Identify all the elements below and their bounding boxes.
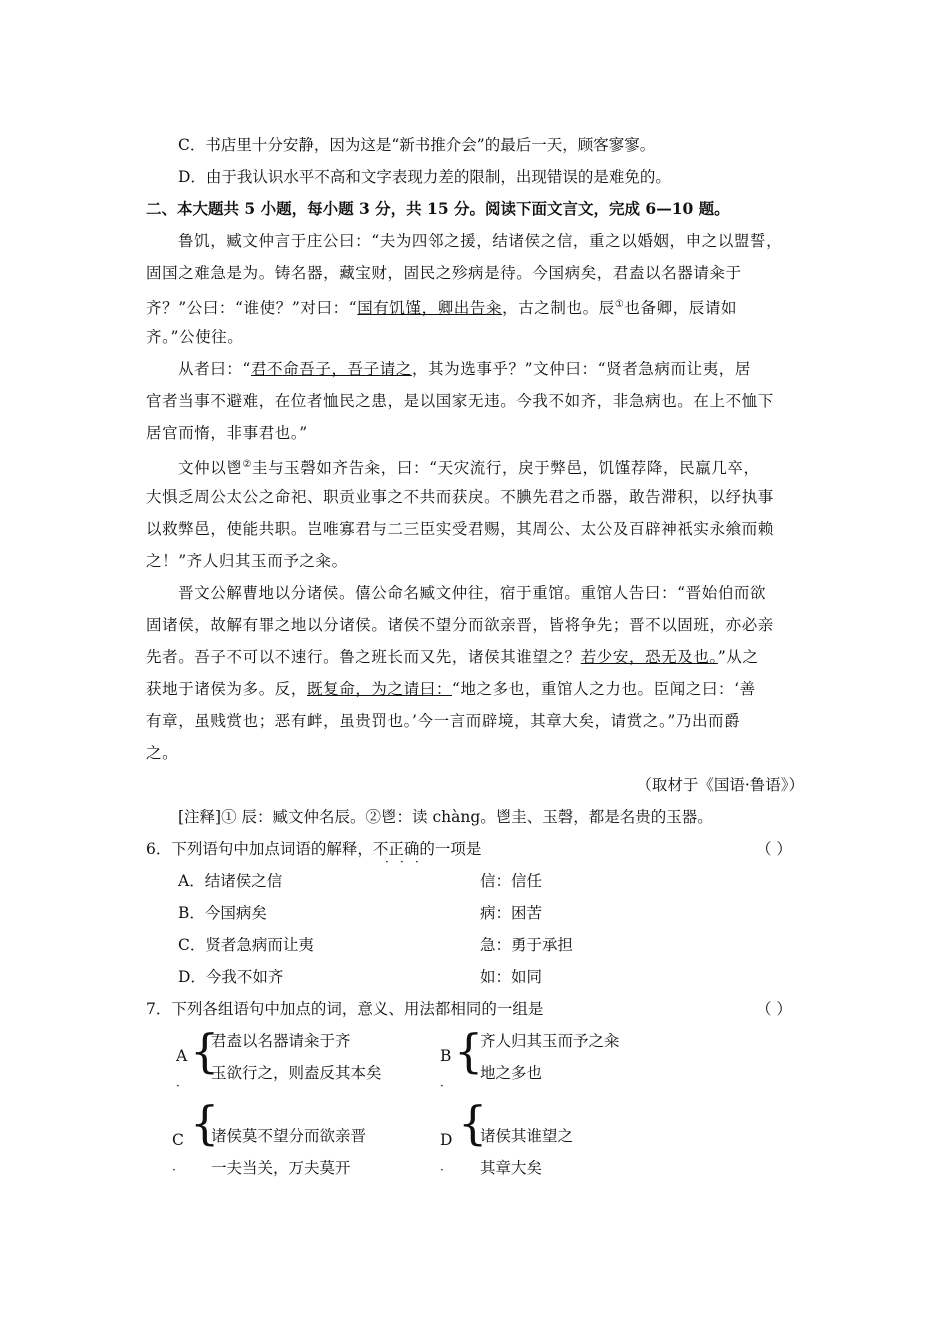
- underlined-phrase: 既复命，为之请曰：: [307, 680, 452, 698]
- passage-text: 获地于诸侯为多。反，: [146, 680, 308, 698]
- q6-gloss-c: 急：勇于承担: [480, 936, 574, 954]
- q7-group-c-sentence1: 诸侯莫不望分而欲亲晋: [211, 1127, 367, 1145]
- q7-group-a-sentence2: 玉欲行之，则盍反其本矣: [211, 1064, 382, 1082]
- passage-text: 齐？”公曰：“谁使？”对曰：“: [146, 299, 358, 318]
- emphasis-dot-icon: ·: [440, 1163, 444, 1177]
- left-brace-icon: {: [458, 1096, 488, 1150]
- passage-text: “地之多也，重馆人之力也。臣闻之曰：‘善: [451, 680, 756, 698]
- q7-answer-paren[interactable]: （ ）: [756, 1000, 792, 1018]
- passage-p3-line3: 以救弊邑，使能共职。岂唯寡君与二三臣实受君赐，其周公、太公及百辟神祇实永飨而赖: [146, 520, 774, 538]
- left-brace-icon: {: [190, 1024, 220, 1078]
- q7-group-a-sentence1: 君盍以名器请籴于齐: [211, 1032, 351, 1050]
- passage-p4-line6: 之。: [146, 744, 179, 762]
- passage-p1-line2: 固国之难急是为。铸名器，藏宝财，固民之殄病是待。今国病矣，君盍以名器请籴于: [146, 264, 742, 282]
- passage-text: ”从之: [717, 648, 759, 666]
- passage-text: 圭与玉磬如齐告籴，曰：“天灾流行，戾于弊邑，饥馑荐降，民羸几卒，: [251, 459, 760, 478]
- emphasis-dot-icon: ·: [385, 855, 389, 869]
- passage-text: ，古之制也。辰: [502, 299, 615, 318]
- passage-text: ，其为选事乎？”文仲曰：“贤者急病而让夷，居: [411, 360, 752, 378]
- q6-answer-paren[interactable]: （ ）: [756, 840, 792, 858]
- q7-stem: 7．下列各组语句中加点的词，意义、用法都相同的一组是: [146, 1000, 544, 1018]
- left-brace-icon: {: [454, 1024, 484, 1078]
- q7-group-c-sentence2: 一夫当关，万夫莫开: [211, 1159, 351, 1177]
- passage-source: （取材于《国语·鲁语》）: [636, 776, 804, 794]
- q7-group-b-letter: B: [440, 1047, 452, 1065]
- q6-gloss-d: 如：如同: [480, 968, 543, 986]
- q6-stem: 6．下列语句中加点词语的解释，不正确的一项是: [146, 840, 482, 858]
- q6-option-d: D．今我不如齐: [178, 968, 284, 986]
- passage-text: 也备卿，辰请如: [624, 299, 738, 318]
- q7-group-d-sentence2: 其章大矣: [480, 1159, 543, 1177]
- passage-p4-line3: [146, 647, 759, 667]
- emphasis-dot-icon: ·: [172, 1163, 176, 1177]
- emphasis-dot-icon: ·: [440, 1079, 444, 1093]
- q7-group-a-letter: A: [176, 1047, 188, 1065]
- q7-group-b-sentence1: 齐人归其玉而予之籴: [480, 1032, 620, 1050]
- left-brace-icon: {: [190, 1096, 220, 1150]
- passage-p4-line5: 有章，虽贱赏也；恶有衅，虽贵罚也。’今一言而辟境，其章大矣，请赏之。”乃出而爵: [146, 712, 741, 730]
- footnote-marker: ①: [614, 299, 625, 310]
- passage-p4-line2: 固诸侯，故解有罪之地以分诸侯。诸侯不望分而欲亲晋，皆将争先；晋不以固班，亦必亲: [146, 616, 774, 634]
- passage-p2-line1: [178, 359, 751, 379]
- underlined-phrase: 若少安，恐无及也。: [580, 648, 718, 666]
- underlined-phrase: 君不命吾子，吾子请之: [250, 360, 412, 378]
- passage-note: [注释]① 辰：臧文仲名辰。②鬯：读 chàng。鬯圭、玉磬，都是名贵的玉器。: [178, 808, 713, 826]
- passage-text: 先者。吾子不可以不速行。鲁之班长而又先，诸侯其谁望之？: [146, 648, 581, 666]
- q5-option-c: C．书店里十分安静，因为这是“新书推介会”的最后一天，顾客寥寥。: [178, 136, 656, 154]
- q6-gloss-b: 病：困苦: [480, 904, 543, 922]
- q6-gloss-a: 信：信任: [480, 872, 543, 890]
- passage-p2-line3: 居官而惰，非事君也。”: [146, 424, 308, 442]
- section2-heading: 二、本大题共 5 小题，每小题 3 分，共 15 分。阅读下面文言文，完成 6—10 题。: [146, 199, 730, 218]
- passage-p1-line4: 齐。”公使往。: [146, 328, 244, 346]
- passage-p1-line1: 鲁饥，臧文仲言于庄公曰：“夫为四邻之援，结诸侯之信，重之以婚姻，申之以盟誓，: [178, 232, 783, 250]
- passage-text: 文仲以鬯: [178, 459, 243, 478]
- q6-option-a: A．结诸侯之信: [178, 872, 283, 890]
- passage-p3-line1: [178, 455, 760, 478]
- passage-p1-line3: [146, 295, 737, 318]
- q7-group-d-sentence1: 诸侯其谁望之: [480, 1127, 574, 1145]
- q6-option-b: B．今国病矣: [178, 904, 267, 922]
- q7-group-b-sentence2: 地之多也: [480, 1064, 543, 1082]
- underlined-phrase: 国有饥馑，卿出告籴: [357, 299, 503, 318]
- passage-p3-line2: 大惧乏周公太公之命祀、职贡业事之不共而获戾。不腆先君之币器，敢告滞积，以纾执事: [146, 488, 774, 506]
- q6-option-c: C．贤者急病而让夷: [178, 936, 314, 954]
- q5-option-d: D．由于我认识水平不高和文字表现力差的限制，出现错误的是难免的。: [178, 168, 671, 186]
- passage-p4-line4: [146, 679, 756, 699]
- passage-p4-line1: 晋文公解曹地以分诸侯。僖公命名臧文仲往，宿于重馆。重馆人告曰：“晋始伯而欲: [178, 584, 767, 602]
- emphasis-dot-icon: ·: [415, 855, 419, 869]
- emphasis-dot-icon: ·: [400, 855, 404, 869]
- emphasis-dot-icon: ·: [176, 1079, 180, 1093]
- q7-group-d-letter: D: [440, 1131, 453, 1149]
- footnote-marker: ②: [242, 459, 252, 470]
- passage-p2-line2: 官者当事不避难，在位者恤民之患，是以国家无违。今我不如齐，非急病也。在上不恤下: [146, 392, 774, 410]
- passage-p3-line4: 之！”齐人归其玉而予之籴。: [146, 552, 348, 570]
- passage-text: 从者曰：“: [178, 360, 251, 378]
- q7-group-c-letter: C: [172, 1131, 184, 1149]
